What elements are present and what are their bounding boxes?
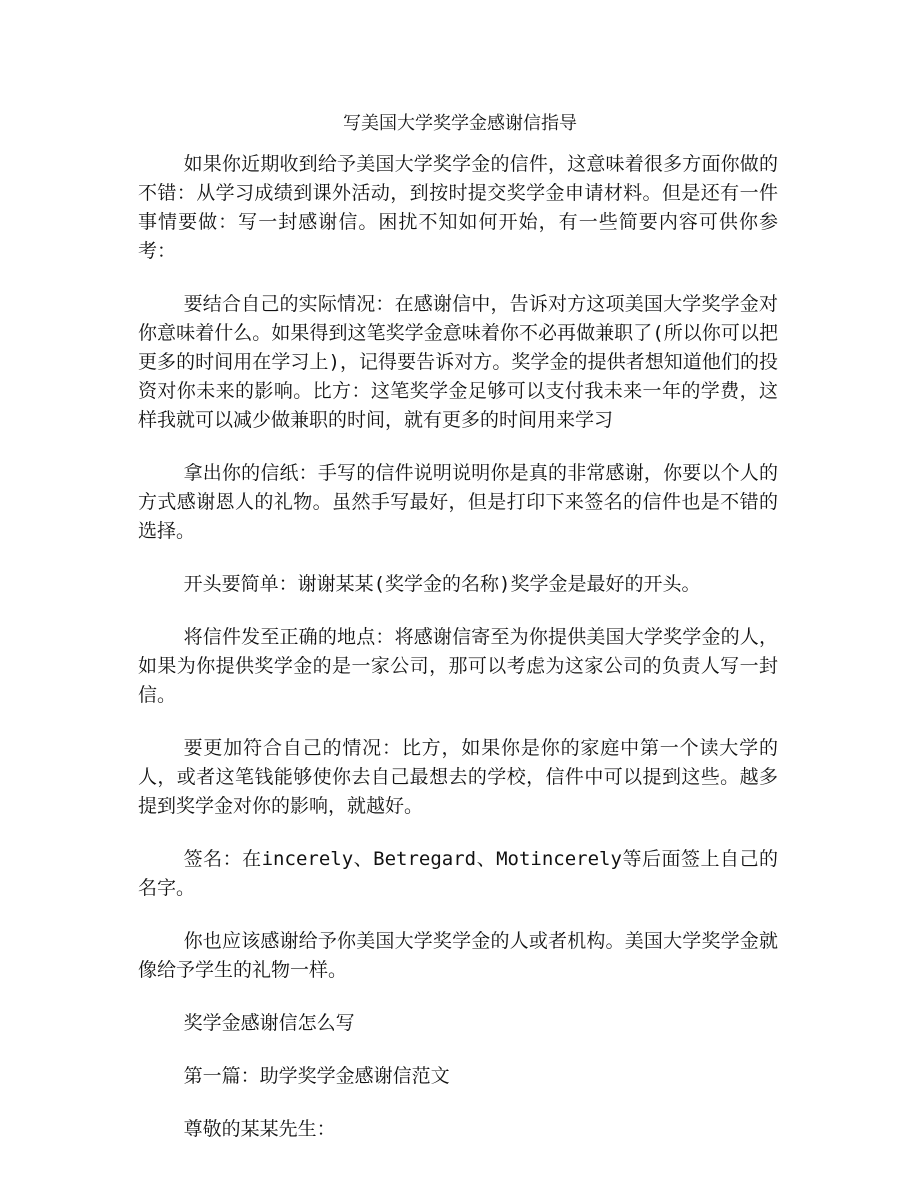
paragraph-heading-sample: 第一篇：助学奖学金感谢信范文: [183, 1065, 450, 1087]
paragraph-heading-how-to: 奖学金感谢信怎么写: [183, 1012, 355, 1034]
paragraph-opening: 开头要简单：谢谢某某(奖学金的名称)奖学金是最好的开头。: [183, 573, 701, 595]
paragraph-salutation: 尊敬的某某先生：: [183, 1118, 336, 1140]
paragraph-personal-situation: 要结合自己的实际情况：在感谢信中，告诉对方这项美国大学奖学金对你意味着什么。如果得到这笔奖学金意味着你不必再做兼职了(所以你可以把更多的时间用在学习上)，记得要告诉对方。奖学金的提供者想知道他们的投资对你未来的影响。比方：这笔奖学金足够可以支付我未来一年的学费，这样我就可以减少做兼职的时间，就有更多的时间用来学习: [138, 293, 778, 431]
paragraph-address: 将信件发至正确的地点：将感谢信寄至为你提供美国大学奖学金的人，如果为你提供奖学金的是一家公司，那可以考虑为这家公司的负责人写一封信。: [138, 626, 778, 706]
paragraph-signature: 签名：在incerely、Betregard、Motincerely等后面签上自己的名字。: [138, 848, 778, 899]
document-body: [138, 150, 778, 1168]
paragraph-intro: 如果你近期收到给予美国大学奖学金的信件，这意味着很多方面你做的不错：从学习成绩到课外活动，到按时提交奖学金申请材料。但是还有一件事情要做：写一封感谢信。困扰不知如何开始，有一些简要内容可供你参考：: [138, 153, 778, 262]
paragraph-specific: 要更加符合自己的情况：比方，如果你是你的家庭中第一个读大学的人，或者这笔钱能够使你去自己最想去的学校，信件中可以提到这些。越多提到奖学金对你的影响，就越好。: [138, 737, 778, 817]
paragraph-stationery: 拿出你的信纸：手写的信件说明说明你是真的非常感谢，你要以个人的方式感谢恩人的礼物。虽然手写最好，但是打印下来签名的信件也是不错的选择。: [138, 462, 778, 542]
document-title: 写美国大学奖学金感谢信指导: [343, 113, 577, 134]
paragraph-thanks: 你也应该感谢给予你美国大学奖学金的人或者机构。美国大学奖学金就像给予学生的礼物一样。: [138, 930, 778, 981]
